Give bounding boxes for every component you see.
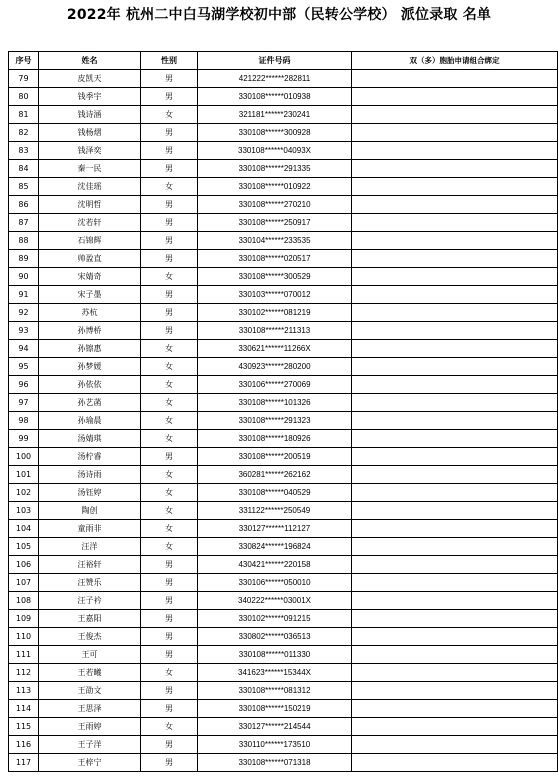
cell-note (352, 142, 558, 160)
cell-note (352, 250, 558, 268)
cell-id: 330802******036513 (198, 628, 352, 646)
cell-note (352, 88, 558, 106)
cell-id: 330108******291335 (198, 160, 352, 178)
cell-seq: 113 (9, 682, 39, 700)
cell-name: 钱杨熠 (39, 124, 141, 142)
cell-seq: 106 (9, 556, 39, 574)
cell-name: 钱泽奕 (39, 142, 141, 160)
cell-gender: 女 (141, 412, 198, 430)
cell-seq: 84 (9, 160, 39, 178)
cell-seq: 110 (9, 628, 39, 646)
cell-gender: 女 (141, 430, 198, 448)
cell-gender: 女 (141, 358, 198, 376)
cell-note (352, 358, 558, 376)
cell-seq: 88 (9, 232, 39, 250)
cell-name: 汤钰婷 (39, 484, 141, 502)
cell-id: 330108******211313 (198, 322, 352, 340)
header-row (9, 52, 558, 70)
cell-gender: 男 (141, 70, 198, 88)
cell-seq: 105 (9, 538, 39, 556)
cell-id: 330102******091215 (198, 610, 352, 628)
cell-gender: 男 (141, 628, 198, 646)
cell-name: 王梓宁 (39, 754, 141, 772)
cell-seq: 82 (9, 124, 39, 142)
table-row (9, 358, 558, 376)
cell-seq: 109 (9, 610, 39, 628)
table-row (9, 556, 558, 574)
cell-note (352, 70, 558, 88)
table-row (9, 700, 558, 718)
cell-id: 330824******196824 (198, 538, 352, 556)
cell-id: 330127******214544 (198, 718, 352, 736)
cell-note (352, 430, 558, 448)
cell-seq: 85 (9, 178, 39, 196)
cell-seq: 117 (9, 754, 39, 772)
table-row (9, 124, 558, 142)
header-gender: 性别 (141, 52, 198, 70)
cell-id: 330106******270069 (198, 376, 352, 394)
table-row (9, 304, 558, 322)
cell-seq: 81 (9, 106, 39, 124)
cell-gender: 女 (141, 466, 198, 484)
cell-id: 330108******010922 (198, 178, 352, 196)
cell-seq: 91 (9, 286, 39, 304)
cell-gender: 男 (141, 304, 198, 322)
cell-id: 330108******04093X (198, 142, 352, 160)
table-row (9, 682, 558, 700)
cell-gender: 男 (141, 214, 198, 232)
cell-note (352, 160, 558, 178)
cell-seq: 116 (9, 736, 39, 754)
cell-seq: 94 (9, 340, 39, 358)
cell-name: 苏杭 (39, 304, 141, 322)
cell-id: 341623******15344X (198, 664, 352, 682)
cell-note (352, 214, 558, 232)
cell-seq: 101 (9, 466, 39, 484)
cell-id: 330102******081219 (198, 304, 352, 322)
cell-name: 汪赞乐 (39, 574, 141, 592)
cell-name: 王思泽 (39, 700, 141, 718)
cell-id: 330108******071318 (198, 754, 352, 772)
cell-seq: 87 (9, 214, 39, 232)
cell-seq: 107 (9, 574, 39, 592)
cell-gender: 男 (141, 286, 198, 304)
cell-note (352, 106, 558, 124)
cell-gender: 男 (141, 682, 198, 700)
cell-id: 330108******011330 (198, 646, 352, 664)
table-row (9, 520, 558, 538)
cell-id: 321181******230241 (198, 106, 352, 124)
cell-note (352, 502, 558, 520)
cell-name: 童雨非 (39, 520, 141, 538)
cell-note (352, 448, 558, 466)
cell-id: 430421******220158 (198, 556, 352, 574)
cell-gender: 女 (141, 268, 198, 286)
table-row (9, 106, 558, 124)
cell-seq: 99 (9, 430, 39, 448)
table-row (9, 268, 558, 286)
cell-gender: 男 (141, 232, 198, 250)
cell-gender: 男 (141, 322, 198, 340)
cell-name: 沈明哲 (39, 196, 141, 214)
cell-gender: 女 (141, 520, 198, 538)
cell-name: 宋子墨 (39, 286, 141, 304)
cell-name: 孙博桥 (39, 322, 141, 340)
cell-gender: 女 (141, 178, 198, 196)
cell-note (352, 592, 558, 610)
cell-name: 孙瑜晨 (39, 412, 141, 430)
cell-id: 330108******200519 (198, 448, 352, 466)
cell-id: 330108******300529 (198, 268, 352, 286)
cell-note (352, 196, 558, 214)
table-row (9, 160, 558, 178)
cell-gender: 女 (141, 484, 198, 502)
cell-seq: 102 (9, 484, 39, 502)
table-row (9, 430, 558, 448)
header-note: 双（多）胞胎申请组合绑定 (352, 52, 558, 70)
table-row (9, 574, 558, 592)
cell-id: 330108******250917 (198, 214, 352, 232)
cell-id: 330108******180926 (198, 430, 352, 448)
cell-note (352, 754, 558, 772)
cell-name: 沈佳瑶 (39, 178, 141, 196)
cell-name: 汪裕轩 (39, 556, 141, 574)
table-row (9, 610, 558, 628)
cell-note (352, 304, 558, 322)
cell-seq: 97 (9, 394, 39, 412)
cell-gender: 女 (141, 718, 198, 736)
cell-seq: 79 (9, 70, 39, 88)
cell-gender: 男 (141, 736, 198, 754)
table-row (9, 484, 558, 502)
cell-name: 孙镲惠 (39, 340, 141, 358)
cell-gender: 男 (141, 556, 198, 574)
table-row (9, 70, 558, 88)
cell-name: 汤柠睿 (39, 448, 141, 466)
cell-name: 王嘉阳 (39, 610, 141, 628)
cell-name: 王可 (39, 646, 141, 664)
table-row (9, 142, 558, 160)
cell-note (352, 664, 558, 682)
cell-id: 340222******03001X (198, 592, 352, 610)
cell-gender: 男 (141, 124, 198, 142)
cell-gender: 男 (141, 574, 198, 592)
cell-name: 王若曦 (39, 664, 141, 682)
cell-name: 陶创 (39, 502, 141, 520)
cell-seq: 114 (9, 700, 39, 718)
cell-id: 330110******173510 (198, 736, 352, 754)
cell-seq: 112 (9, 664, 39, 682)
cell-note (352, 736, 558, 754)
cell-name: 帅盈直 (39, 250, 141, 268)
cell-gender: 男 (141, 700, 198, 718)
admission-table (8, 51, 558, 772)
table-row (9, 322, 558, 340)
cell-name: 钱季宇 (39, 88, 141, 106)
cell-note (352, 700, 558, 718)
cell-gender: 男 (141, 592, 198, 610)
header-seq: 序号 (9, 52, 39, 70)
cell-gender: 女 (141, 394, 198, 412)
cell-id: 330127******112127 (198, 520, 352, 538)
cell-id: 421222******282811 (198, 70, 352, 88)
header-name: 姓名 (39, 52, 141, 70)
cell-gender: 男 (141, 142, 198, 160)
cell-seq: 98 (9, 412, 39, 430)
cell-seq: 104 (9, 520, 39, 538)
cell-note (352, 574, 558, 592)
cell-id: 330108******270210 (198, 196, 352, 214)
table-row (9, 340, 558, 358)
cell-seq: 96 (9, 376, 39, 394)
cell-id: 331122******250549 (198, 502, 352, 520)
cell-gender: 女 (141, 340, 198, 358)
table-row (9, 232, 558, 250)
table-row (9, 628, 558, 646)
cell-id: 330621******11266X (198, 340, 352, 358)
cell-id: 330104******233535 (198, 232, 352, 250)
cell-gender: 男 (141, 250, 198, 268)
cell-note (352, 682, 558, 700)
cell-id: 330108******291323 (198, 412, 352, 430)
table-header (9, 52, 558, 70)
cell-note (352, 340, 558, 358)
cell-id: 330108******101326 (198, 394, 352, 412)
cell-gender: 男 (141, 88, 198, 106)
cell-seq: 83 (9, 142, 39, 160)
table-row (9, 592, 558, 610)
cell-seq: 86 (9, 196, 39, 214)
table-row (9, 646, 558, 664)
header-id: 证件号码 (198, 52, 352, 70)
page-title: 2022年 杭州二中白马湖学校初中部（民转公学校） 派位录取 名单 (66, 7, 492, 23)
cell-seq: 90 (9, 268, 39, 286)
table-row (9, 88, 558, 106)
cell-id: 330108******040529 (198, 484, 352, 502)
cell-name: 石锦辉 (39, 232, 141, 250)
cell-name: 孙依依 (39, 376, 141, 394)
cell-id: 330108******300928 (198, 124, 352, 142)
table-row (9, 664, 558, 682)
cell-name: 汤诗雨 (39, 466, 141, 484)
cell-note (352, 646, 558, 664)
cell-id: 330108******081312 (198, 682, 352, 700)
cell-gender: 男 (141, 754, 198, 772)
cell-id: 330108******150219 (198, 700, 352, 718)
cell-name: 皮凯天 (39, 70, 141, 88)
cell-note (352, 628, 558, 646)
cell-gender: 女 (141, 538, 198, 556)
cell-note (352, 466, 558, 484)
cell-name: 孙梦媛 (39, 358, 141, 376)
table-row (9, 286, 558, 304)
cell-note (352, 412, 558, 430)
cell-note (352, 322, 558, 340)
cell-seq: 80 (9, 88, 39, 106)
cell-seq: 103 (9, 502, 39, 520)
table-row (9, 250, 558, 268)
table-row (9, 448, 558, 466)
cell-note (352, 610, 558, 628)
cell-name: 王雨婷 (39, 718, 141, 736)
cell-name: 孙艺菡 (39, 394, 141, 412)
table-row (9, 466, 558, 484)
cell-note (352, 394, 558, 412)
cell-gender: 男 (141, 160, 198, 178)
cell-note (352, 718, 558, 736)
cell-note (352, 376, 558, 394)
cell-name: 王劭文 (39, 682, 141, 700)
cell-note (352, 124, 558, 142)
table-row (9, 178, 558, 196)
cell-id: 360281******262162 (198, 466, 352, 484)
cell-seq: 93 (9, 322, 39, 340)
cell-seq: 95 (9, 358, 39, 376)
table-row (9, 502, 558, 520)
cell-note (352, 556, 558, 574)
cell-gender: 男 (141, 448, 198, 466)
table-row (9, 214, 558, 232)
cell-gender: 女 (141, 502, 198, 520)
cell-seq: 100 (9, 448, 39, 466)
cell-id: 330108******010938 (198, 88, 352, 106)
table-row (9, 412, 558, 430)
cell-note (352, 232, 558, 250)
cell-note (352, 538, 558, 556)
cell-name: 汤婧琪 (39, 430, 141, 448)
cell-name: 沈若轩 (39, 214, 141, 232)
table-row (9, 718, 558, 736)
cell-gender: 女 (141, 376, 198, 394)
cell-seq: 115 (9, 718, 39, 736)
cell-name: 汪子衿 (39, 592, 141, 610)
cell-gender: 女 (141, 106, 198, 124)
cell-name: 秦一民 (39, 160, 141, 178)
cell-id: 330108******020517 (198, 250, 352, 268)
table-row (9, 538, 558, 556)
table-row (9, 394, 558, 412)
cell-seq: 89 (9, 250, 39, 268)
table-body (9, 70, 558, 772)
cell-id: 330103******070012 (198, 286, 352, 304)
cell-name: 王俊杰 (39, 628, 141, 646)
cell-gender: 男 (141, 610, 198, 628)
cell-name: 王子洋 (39, 736, 141, 754)
cell-name: 汪洋 (39, 538, 141, 556)
cell-name: 宋婧奇 (39, 268, 141, 286)
table-row (9, 736, 558, 754)
cell-seq: 108 (9, 592, 39, 610)
cell-id: 430923******280200 (198, 358, 352, 376)
cell-gender: 女 (141, 664, 198, 682)
cell-note (352, 178, 558, 196)
cell-note (352, 286, 558, 304)
table-row (9, 196, 558, 214)
cell-seq: 111 (9, 646, 39, 664)
table-row (9, 754, 558, 772)
cell-name: 钱诗涵 (39, 106, 141, 124)
table-row (9, 376, 558, 394)
cell-id: 330106******050010 (198, 574, 352, 592)
cell-seq: 92 (9, 304, 39, 322)
cell-gender: 男 (141, 646, 198, 664)
cell-note (352, 484, 558, 502)
cell-note (352, 520, 558, 538)
cell-gender: 男 (141, 196, 198, 214)
cell-note (352, 268, 558, 286)
